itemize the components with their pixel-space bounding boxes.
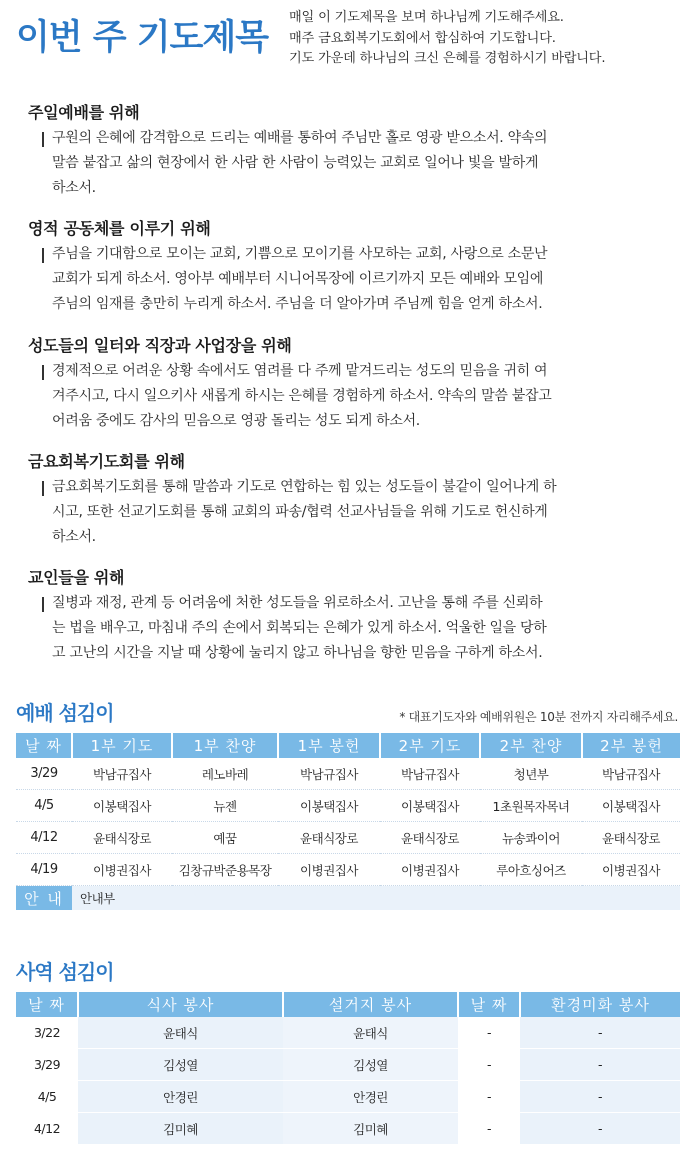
prayer-topic-body — [42, 126, 668, 201]
table-cell: 윤태식장로 — [72, 822, 172, 854]
table-cell: 김성열 — [283, 1049, 458, 1081]
table-row — [16, 822, 680, 854]
prayer-line: 하소서. — [52, 529, 96, 545]
table-cell: 뉴젠 — [172, 790, 278, 822]
table-cell: 안경린 — [283, 1081, 458, 1113]
column-header: 설거지 봉사 — [283, 992, 458, 1017]
ministry-service-title: 사역 섬김이 — [16, 960, 114, 984]
table-cell: 이봉택집사 — [380, 790, 480, 822]
table-cell: 김미혜 — [283, 1113, 458, 1145]
prayer-topic-title: 영적 공동체를 이루기 위해 — [28, 219, 211, 238]
table-cell: 이봉택집사 — [582, 790, 680, 822]
prayer-topic — [28, 565, 668, 666]
ministry-service-table — [16, 992, 680, 1145]
intro-line: 매주 금요회복기도회에서 합심하여 기도합니다. — [289, 30, 556, 46]
table-cell: 이병권집사 — [582, 854, 680, 886]
prayer-topic — [28, 100, 668, 201]
worship-service-table — [16, 733, 680, 910]
table-cell: 박남규집사 — [278, 758, 380, 790]
table-cell: 4/12 — [16, 822, 72, 854]
table-cell: 이병권집사 — [72, 854, 172, 886]
worship-note: * 대표기도자와 예배위원은 10분 전까지 자리해주세요. — [399, 710, 678, 724]
intro-line: 매일 이 기도제목을 보며 하나님께 기도해주세요. — [289, 10, 564, 25]
table-row — [16, 1049, 680, 1081]
column-header: 날 짜 — [16, 992, 78, 1017]
table-cell: 윤태식장로 — [278, 822, 380, 854]
table-cell: 이병권집사 — [278, 854, 380, 886]
prayer-topic-title: 성도들의 일터와 직장과 사업장을 위해 — [28, 336, 292, 355]
prayer-topic — [28, 449, 668, 550]
guide-value: 안내부 — [72, 886, 680, 911]
table-cell: 이봉택집사 — [278, 790, 380, 822]
table-cell: 김미혜 — [78, 1113, 283, 1145]
table-cell: 청년부 — [480, 758, 582, 790]
table-cell: 루아흐싱어즈 — [480, 854, 582, 886]
table-row — [16, 790, 680, 822]
prayer-line: 주님의 임재를 충만히 누리게 하소서. 주님을 더 알아가며 주님께 힘을 얻게 하소서. — [52, 296, 543, 312]
table-cell: 윤태식장로 — [380, 822, 480, 854]
prayer-topic-body — [42, 591, 668, 666]
table-cell: 3/29 — [16, 758, 72, 790]
table-cell: 뉴송콰이어 — [480, 822, 582, 854]
table-cell: - — [520, 1113, 680, 1145]
table-cell: 이병권집사 — [380, 854, 480, 886]
table-cell: - — [520, 1049, 680, 1081]
column-header: 1부 기도 — [72, 733, 172, 758]
table-cell: - — [520, 1081, 680, 1113]
table-cell: 김창규박준용목장 — [172, 854, 278, 886]
table-cell: 안경린 — [78, 1081, 283, 1113]
prayer-topic-title: 주일예배를 위해 — [28, 103, 140, 122]
table-header-row — [16, 733, 680, 758]
prayer-line: 구원의 은혜에 감격함으로 드리는 예배를 통하여 주님만 홀로 영광 받으소서. 약속의 — [52, 130, 548, 146]
table-cell: 윤태식장로 — [582, 822, 680, 854]
prayer-topic-title: 교인들을 위해 — [28, 568, 125, 587]
column-header: 1부 찬양 — [172, 733, 278, 758]
prayer-line: 금요회복기도회를 통해 말씀과 기도로 연합하는 힘 있는 성도들이 불같이 일어나게 하 — [52, 479, 557, 495]
column-header: 2부 봉헌 — [582, 733, 680, 758]
table-cell: 박남규집사 — [72, 758, 172, 790]
table-cell: 이봉택집사 — [72, 790, 172, 822]
table-cell: 예꿈 — [172, 822, 278, 854]
table-row — [16, 758, 680, 790]
intro-line: 기도 가운데 하나님의 크신 은혜를 경험하시기 바랍니다. — [289, 51, 606, 66]
prayer-line: 주님을 기대함으로 모이는 교회, 기쁨으로 모이기를 사모하는 교회, 사랑으로 소문난 — [52, 246, 548, 262]
table-cell: 박남규집사 — [380, 758, 480, 790]
prayer-topic-body — [42, 359, 668, 434]
guide-label: 안 내 — [16, 886, 72, 911]
prayer-topic — [28, 333, 668, 434]
column-header: 2부 기도 — [380, 733, 480, 758]
guide-row — [16, 886, 680, 911]
page-title: 이번 주 기도제목 — [16, 18, 269, 58]
prayer-line: 하소서. — [52, 180, 96, 196]
prayer-line: 경제적으로 어려운 상황 속에서도 염려를 다 주께 맡겨드리는 성도의 믿음을 귀히 여 — [52, 363, 548, 379]
table-cell: - — [458, 1049, 520, 1081]
table-cell: 레노바레 — [172, 758, 278, 790]
column-header: 식사 봉사 — [78, 992, 283, 1017]
prayer-topic — [28, 216, 668, 317]
table-header-row — [16, 992, 680, 1017]
table-row — [16, 1081, 680, 1113]
table-cell: 박남규집사 — [582, 758, 680, 790]
prayer-line: 겨주시고, 다시 일으키사 새롭게 하시는 은혜를 경험하게 하소서. 약속의 말씀 붙잡고 — [52, 388, 552, 404]
prayer-line: 고 고난의 시간을 지날 때 상황에 눌리지 않고 하나님을 향한 믿음을 구하게 하소서. — [52, 645, 543, 661]
column-header: 날 짜 — [16, 733, 72, 758]
table-cell: - — [458, 1113, 520, 1145]
prayer-topic-body — [42, 242, 668, 317]
prayer-line: 질병과 재정, 관계 등 어려움에 처한 성도들을 위로하소서. 고난을 통해 주를 신뢰하 — [52, 595, 543, 611]
table-cell: 4/5 — [16, 790, 72, 822]
table-row — [16, 854, 680, 886]
column-header: 환경미화 봉사 — [520, 992, 680, 1017]
table-cell: 4/19 — [16, 854, 72, 886]
worship-service-title: 예배 섬김이 — [16, 701, 114, 725]
column-header: 1부 봉헌 — [278, 733, 380, 758]
intro-text — [289, 8, 605, 70]
prayer-line: 교회가 되게 하소서. 영아부 예배부터 시니어목장에 이르기까지 모든 예배와 모임에 — [52, 271, 544, 287]
prayer-topic-title: 금요회복기도회를 위해 — [28, 452, 185, 471]
table-cell: - — [458, 1017, 520, 1049]
table-row — [16, 1017, 680, 1049]
page-header — [0, 0, 698, 80]
prayer-topic-body — [42, 475, 668, 550]
prayer-line: 는 법을 배우고, 마침내 주의 손에서 회복되는 은혜가 있게 하소서. 억울한 일을 당하 — [52, 620, 547, 636]
table-cell: - — [520, 1017, 680, 1049]
prayer-line: 어려움 중에도 감사의 믿음으로 영광 돌리는 성도 되게 하소서. — [52, 413, 420, 429]
table-cell: 윤태식 — [78, 1017, 283, 1049]
table-row — [16, 1113, 680, 1145]
table-cell: 4/5 — [16, 1081, 78, 1113]
table-cell: 3/29 — [16, 1049, 78, 1081]
table-cell: 4/12 — [16, 1113, 78, 1145]
table-cell: 김성열 — [78, 1049, 283, 1081]
table-cell: 1초원목자목녀 — [480, 790, 582, 822]
prayer-line: 시고, 또한 선교기도회를 통해 교회의 파송/협력 선교사님들을 위해 기도로 헌신하게 — [52, 504, 548, 520]
column-header: 2부 찬양 — [480, 733, 582, 758]
prayer-line: 말씀 붙잡고 삶의 현장에서 한 사람 한 사람이 능력있는 교회로 일어나 빛을 발하게 — [52, 155, 539, 171]
table-cell: 3/22 — [16, 1017, 78, 1049]
table-cell: - — [458, 1081, 520, 1113]
table-cell: 윤태식 — [283, 1017, 458, 1049]
column-header: 날 짜 — [458, 992, 520, 1017]
